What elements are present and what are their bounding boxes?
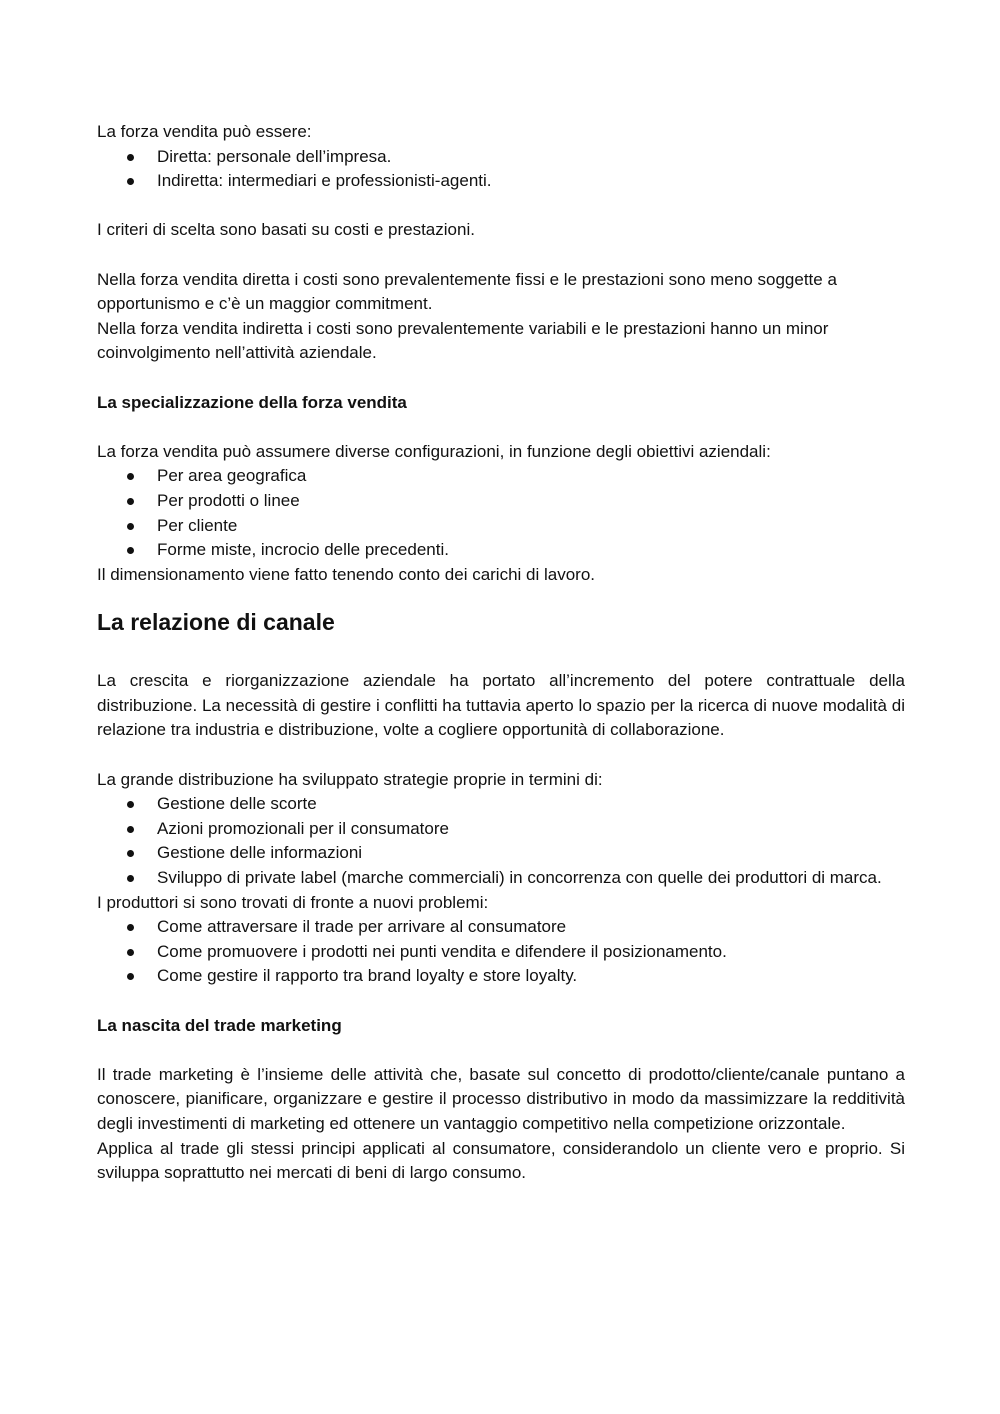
- list-item: Azioni promozionali per il consumatore: [157, 817, 905, 842]
- channel-paragraph: La crescita e riorganizzazione aziendale ha portato all’incremento del potere contrattuale della distribuzione. La necessità di gestire i conflitti ha tuttavia aperto lo spazio per la ricerca di nuove modalità di relazione tra industria e distribuzione, volte a cogliere opportunità di collaborazione.: [97, 671, 905, 740]
- list-item: Forme miste, incrocio delle precedenti.: [157, 538, 905, 563]
- list-item: Sviluppo di private label (marche commerciali) in concorrenza con quelle dei produttori di marca.: [157, 866, 905, 891]
- list-item: Indiretta: intermediari e professionisti-agenti.: [157, 169, 905, 194]
- configuration-list: [97, 464, 905, 562]
- list-item: Come attraversare il trade per arrivare al consumatore: [157, 915, 905, 940]
- list-item: Come promuovere i prodotti nei punti vendita e difendere il posizionamento.: [157, 940, 905, 965]
- list-item: Per area geografica: [157, 464, 905, 489]
- producers-problem-list: [97, 915, 905, 989]
- list-item: Per cliente: [157, 514, 905, 539]
- sales-force-type-list: [97, 145, 905, 194]
- list-item: Gestione delle informazioni: [157, 841, 905, 866]
- gdo-intro: La grande distribuzione ha sviluppato strategie proprie in termini di:: [97, 769, 603, 789]
- trade-marketing-paragraph: Il trade marketing è l’insieme delle attività che, basate sul concetto di prodotto/cliente/canale puntano a conoscere, pianificare, organizzare e gestire il processo distributivo in modo da massimizzare la redditività degli investimenti di marketing ed ottenere un vantaggio competitivo nella competizione orizzontale.: [97, 1064, 905, 1133]
- document-page: [97, 120, 905, 1186]
- trade-marketing-paragraph-2: Applica al trade gli stessi principi applicati al consumatore, considerandolo un cliente vero e proprio. Si sviluppa soprattutto nei mercati di beni di largo consumo.: [97, 1138, 905, 1183]
- list-item: Come gestire il rapporto tra brand loyalty e store loyalty.: [157, 964, 905, 989]
- list-item: Per prodotti o linee: [157, 489, 905, 514]
- indirect-sales-paragraph: Nella forza vendita indiretta i costi sono prevalentemente variabili e le prestazioni hanno un minor coinvolgimento nell’attività aziendale.: [97, 318, 829, 363]
- trade-marketing-heading: La nascita del trade marketing: [97, 1015, 342, 1035]
- sizing-paragraph: Il dimensionamento viene fatto tenendo conto dei carichi di lavoro.: [97, 564, 596, 584]
- channel-relationship-heading: La relazione di canale: [97, 609, 335, 636]
- direct-sales-paragraph: Nella forza vendita diretta i costi sono prevalentemente fissi e le prestazioni sono meno soggette a opportunismo e c’è un maggior commitment.: [97, 269, 837, 314]
- selection-criteria: I criteri di scelta sono basati su costi e prestazioni.: [97, 220, 475, 240]
- producers-intro: I produttori si sono trovati di fronte a nuovi problemi:: [97, 892, 489, 912]
- specialization-intro: La forza vendita può assumere diverse configurazioni, in funzione degli obiettivi aziendali:: [97, 441, 771, 461]
- gdo-strategy-list: [97, 792, 905, 890]
- specialization-heading: La specializzazione della forza vendita: [97, 392, 407, 412]
- sales-force-intro: La forza vendita può essere:: [97, 122, 312, 141]
- list-item: Gestione delle scorte: [157, 792, 905, 817]
- list-item: Diretta: personale dell’impresa.: [157, 145, 905, 170]
